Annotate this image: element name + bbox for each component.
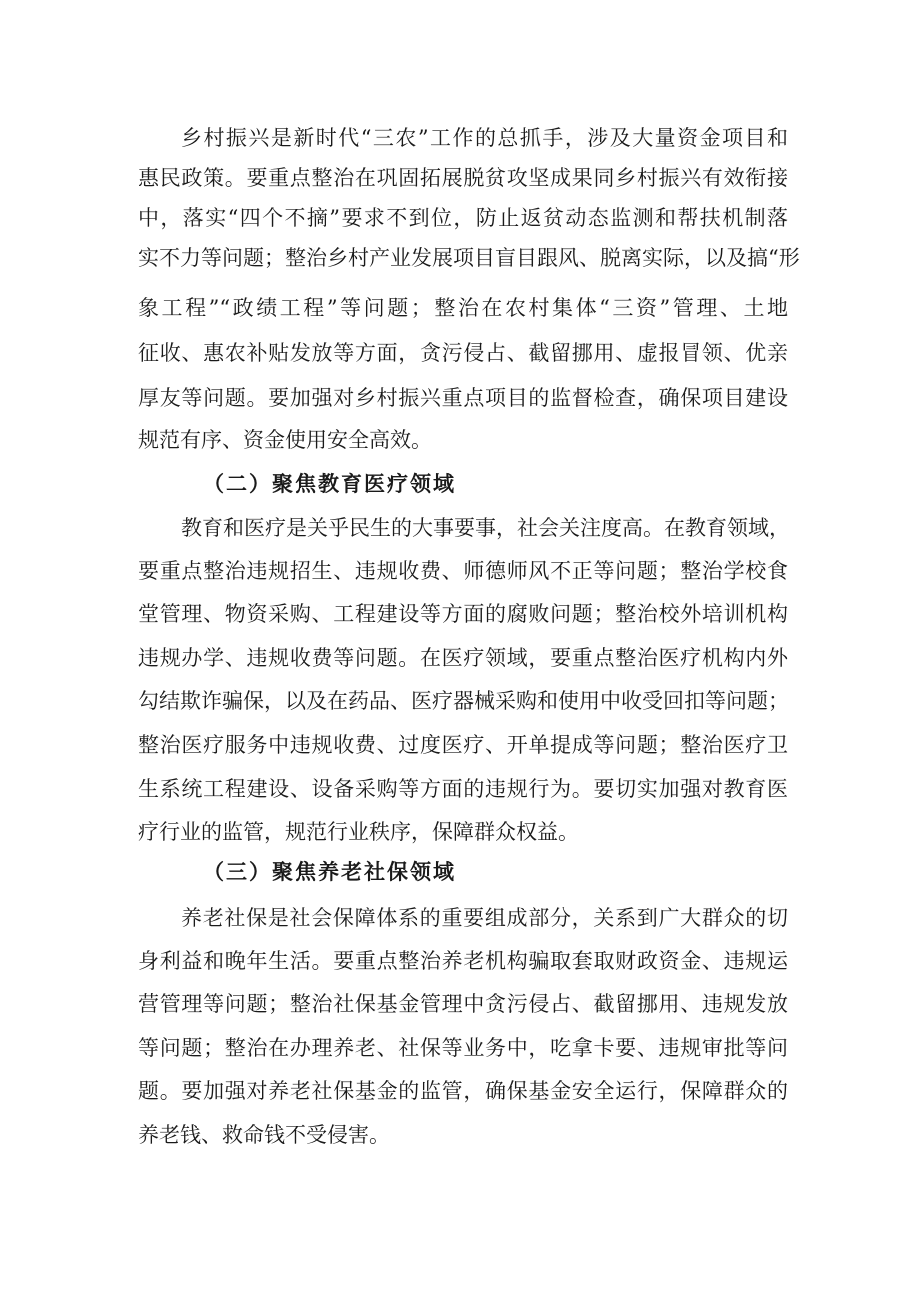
paragraph-line: 整治医疗服务中违规收费、过度医疗、开单提成等问题；整治医疗卫	[138, 733, 788, 757]
paragraph-line: 象工程”“政绩工程”等问题；整治在农村集体“三资”管理、土地	[138, 296, 788, 320]
paragraph-line: 生系统工程建设、设备采购等方面的违规行为。要切实加强对教育医	[138, 777, 788, 801]
paragraph-line: 堂管理、物资采购、工程建设等方面的腐败问题；整治校外培训机构	[138, 602, 788, 626]
paragraph-line: 乡村振兴是新时代“三农”工作的总抓手，涉及大量资金项目和	[181, 126, 788, 150]
paragraph-line: 题。要加强对养老社保基金的监管，确保基金安全运行，保障群众的	[138, 1079, 788, 1103]
paragraph-line: 勾结欺诈骗保，以及在药品、医疗器械采购和使用中收受回扣等问题；	[138, 689, 789, 713]
paragraph-line: 要重点整治违规招生、违规收费、师德师风不正等问题；整治学校食	[138, 559, 788, 583]
paragraph-line: 惠民政策。要重点整治在巩固拓展脱贫攻坚成果同乡村振兴有效衔接	[138, 166, 788, 190]
paragraph-line: 身利益和晚年生活。要重点整治养老机构骗取套取财政资金、违规运	[138, 949, 788, 973]
paragraph-line: 养老社保是社会保障体系的重要组成部分，关系到广大群众的切	[181, 906, 788, 930]
paragraph-line: 中，落实“四个不摘”要求不到位，防止返贫动态监测和帮扶机制落	[138, 206, 788, 230]
paragraph-line: 实不力等问题；整治乡村产业发展项目盲目跟风、脱离实际，以及搞“形	[138, 246, 800, 270]
paragraph-line: 营管理等问题；整治社保基金管理中贪污侵占、截留挪用、违规发放	[138, 992, 788, 1016]
paragraph-line: 等问题；整治在办理养老、社保等业务中，吃拿卡要、违规审批等问	[138, 1036, 788, 1060]
paragraph-line: 教育和医疗是关乎民生的大事要事，社会关注度高。在教育领域，	[181, 516, 790, 540]
paragraph-line: 疗行业的监管，规范行业秩序，保障群众权益。	[138, 820, 579, 844]
section-heading-education-medical: （二）聚焦教育医疗领域	[203, 471, 456, 496]
paragraph-line: 养老钱、救命钱不受侵害。	[138, 1123, 390, 1147]
section-heading-pension-social-security: （三）聚焦养老社保领域	[203, 859, 456, 884]
paragraph-line: 厚友等问题。要加强对乡村振兴重点项目的监督检查，确保项目建设	[138, 386, 788, 410]
paragraph-line: 规范有序、资金使用安全高效。	[138, 428, 432, 452]
paragraph-line: 征收、惠农补贴发放等方面，贪污侵占、截留挪用、虚报冒领、优亲	[138, 341, 788, 365]
paragraph-line: 违规办学、违规收费等问题。在医疗领域，要重点整治医疗机构内外	[138, 646, 788, 670]
